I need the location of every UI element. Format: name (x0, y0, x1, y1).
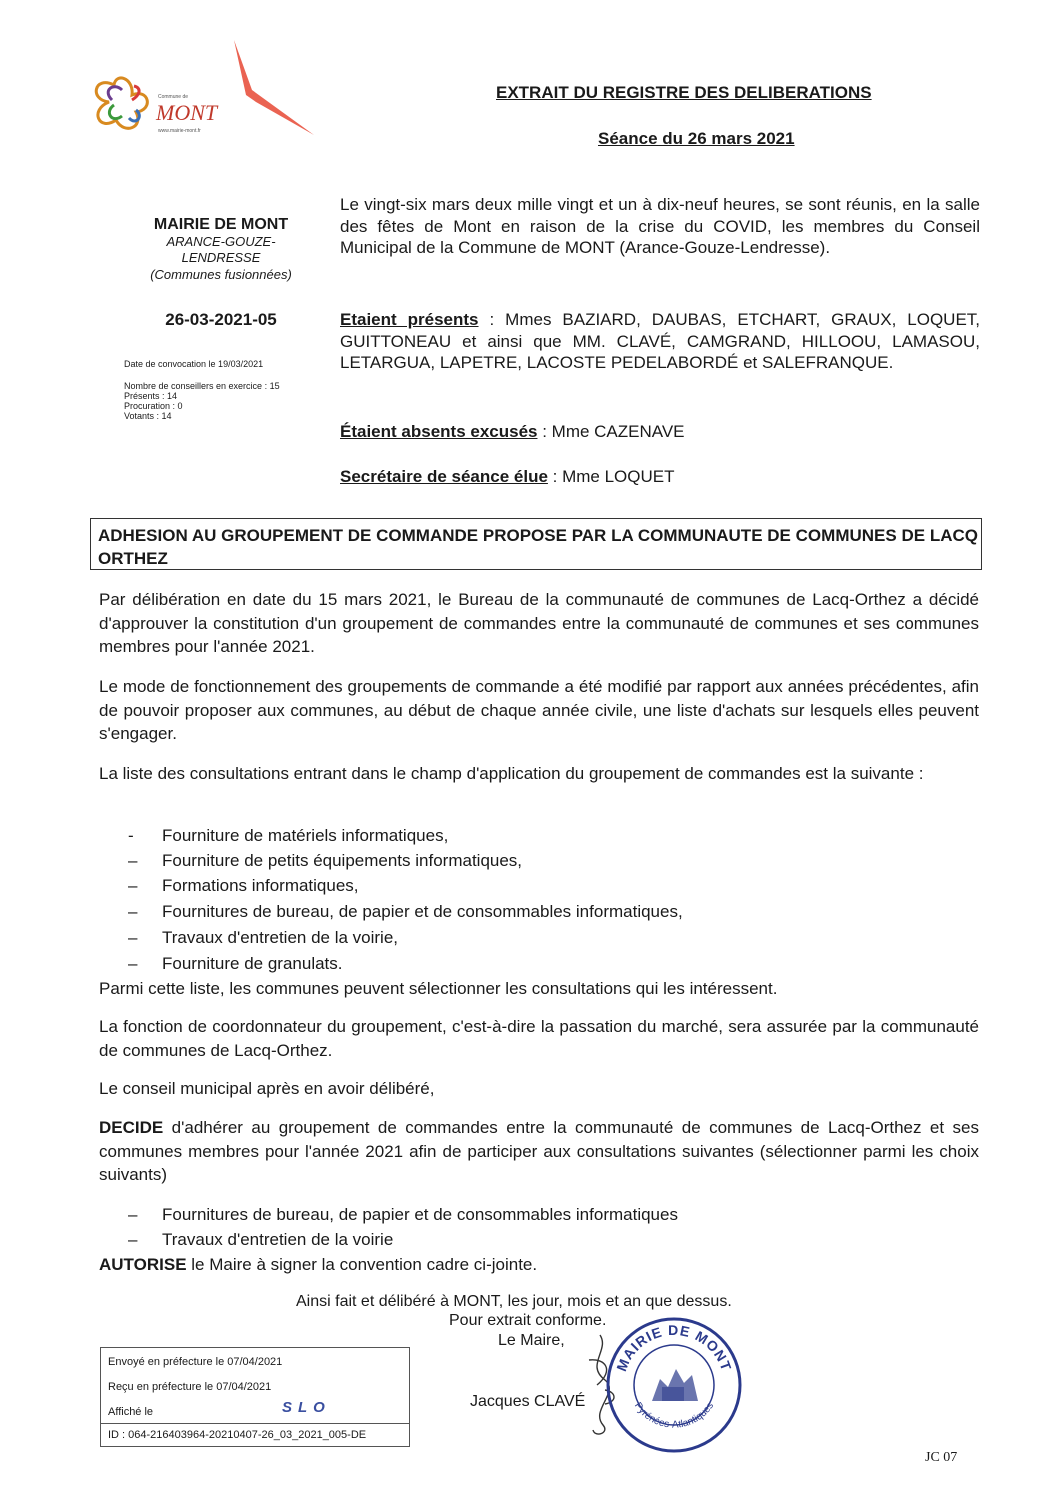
logo-small-text: Commune de (158, 94, 189, 100)
seal-top-text: MAIRIE DE MONT (613, 1321, 735, 1374)
sidebar-block (110, 216, 332, 284)
document-title: EXTRAIT DU REGISTRE DES DELIBERATIONS (496, 83, 872, 102)
communes-fusionnees: (Communes fusionnées) (150, 267, 292, 282)
convocation-date: Date de convocation le 19/03/2021 (124, 359, 264, 369)
stat-line: Présents : 14 (124, 391, 178, 401)
seal-bottom-text: Pyrénées-Atlantiques (631, 1400, 717, 1431)
stamp-envoye: Envoyé en préfecture le 07/04/2021 (108, 1356, 283, 1368)
list-item: - Fourniture de matériels informatiques, (128, 826, 449, 845)
logo-url: www.mairie-mont.fr (158, 128, 201, 134)
body-paragraph-2: Le mode de fonctionnement des groupements de commande a été modifié par rapport aux années précédentes, afin de pouvoir proposer aux communes, au début de chaque année civile, une liste d'achats sur lesquels elles peuvent s'engager. (99, 677, 979, 743)
body-paragraph-4: Parmi cette liste, les communes peuvent sélectionner les consultations qui les intéressent. (99, 979, 778, 998)
svg-text:Pyrénées-Atlantiques (632, 1401, 716, 1431)
stamp-divider (100, 1423, 410, 1424)
list-item: – Formations informatiques, (128, 876, 359, 895)
commune-line-2: LENDRESSE (181, 250, 261, 265)
closing-line-1: Ainsi fait et délibéré à MONT, les jour, mois et an que dessus. (296, 1293, 732, 1310)
stat-line: Votants : 14 (124, 411, 172, 421)
mayor-label: Le Maire, (498, 1332, 565, 1349)
autorise-text: le Maire à signer la convention cadre ci-jointe. (186, 1255, 538, 1274)
commune-logo (84, 40, 314, 150)
body-paragraph-1: Par délibération en date du 15 mars 2021, le Bureau de la communauté de communes de Lacq-Orthez a décidé d'approuver la constitution d'un groupement de commandes entre la communauté de communes et ses communes membres pour l'année 2021. (99, 590, 979, 656)
mairie-seal (602, 1313, 746, 1457)
list-item: – Fourniture de granulats. (128, 954, 343, 973)
logo-graphic (84, 40, 314, 150)
presents-label: Etaient présents (340, 310, 479, 329)
secretaire-label: Secrétaire de séance élue (340, 467, 548, 486)
session-date: Séance du 26 mars 2021 (598, 129, 795, 148)
commune-line-1: ARANCE-GOUZE- (166, 234, 276, 249)
svg-text:MAIRIE DE MONT (613, 1322, 735, 1373)
list-item: – Fournitures de bureau, de papier et de consommables informatiques (128, 1205, 678, 1224)
stat-line: Nombre de conseillers en exercice : 15 (124, 381, 280, 391)
stamp-affiche: Affiché le (108, 1406, 154, 1418)
autorise-paragraph (99, 1253, 979, 1277)
stamp-recu: Reçu en préfecture le 07/04/2021 (108, 1381, 272, 1393)
closing-line-2: Pour extrait conforme. (449, 1312, 607, 1329)
decide-text: d'adhérer au groupement de commandes entre la communauté de communes de Lacq-Orthez et ses communes membres pour l'année 2021 afin de participer aux consultations suivantes (sélectionner parmi les choix suivants) (99, 1118, 979, 1184)
mairie-name: MAIRIE DE MONT (153, 216, 289, 233)
list-item: – Travaux d'entretien de la voirie (128, 1230, 394, 1249)
list-item: – Fourniture de petits équipements informatiques, (128, 851, 523, 870)
presents-paragraph (340, 309, 980, 374)
council-stats (124, 381, 280, 421)
decide-label: DECIDE (99, 1118, 164, 1137)
secretaire-text: : Mme LOQUET (547, 467, 675, 486)
deliberation-number: 26-03-2021-05 (165, 310, 277, 329)
absents-text: : Mme CAZENAVE (537, 422, 685, 441)
decide-paragraph (99, 1116, 979, 1187)
body-paragraph-6: Le conseil municipal après en avoir délibéré, (99, 1079, 435, 1098)
stat-line: Procuration : 0 (124, 401, 183, 411)
deliberation-title: ADHESION AU GROUPEMENT DE COMMANDE PROPOSE PAR LA COMMUNAUTE DE COMMUNES DE LACQ ORTHEZ (98, 526, 978, 568)
logo-name: MONT (156, 100, 218, 125)
footer-code: JC 07 (925, 1450, 958, 1465)
list-item: – Fournitures de bureau, de papier et de consommables informatiques, (128, 902, 683, 921)
body-paragraph-5: La fonction de coordonnateur du groupement, c'est-à-dire la passation du marché, sera assurée par la communauté de communes de Lacq-Orthez. (99, 1017, 979, 1060)
signatory-name: Jacques CLAVÉ (470, 1393, 586, 1410)
stamp-id: ID : 064-216403964-20210407-26_03_2021_005-DE (108, 1429, 367, 1441)
absents-label: Étaient absents excusés (340, 422, 538, 441)
slo-logo: SLO (282, 1399, 331, 1416)
list-item: – Travaux d'entretien de la voirie, (128, 928, 399, 947)
presents-text: : Mmes BAZIARD, DAUBAS, ETCHART, GRAUX, LOQUET, GUITTONEAU et ainsi que MM. CLAVÉ, CAMGRAND, HILLOOU, LAMASOU, LETARGUA, LAPETRE, LACOSTE PEDELABORDÉ et SALEFRANQUE. (340, 310, 981, 372)
secretaire-line (340, 467, 675, 487)
body-paragraph-3: La liste des consultations entrant dans le champ d'application du groupement de commandes est la suivante : (99, 764, 924, 783)
intro-paragraph: Le vingt-six mars deux mille vingt et un à dix-neuf heures, se sont réunis, en la salle des fêtes de Mont en raison de la crise du COVID, les membres du Conseil Municipal de la Commune de MONT (Arance-Gouze-Lendresse). (340, 195, 980, 257)
autorise-label: AUTORISE (99, 1255, 187, 1274)
absents-line (340, 422, 685, 442)
